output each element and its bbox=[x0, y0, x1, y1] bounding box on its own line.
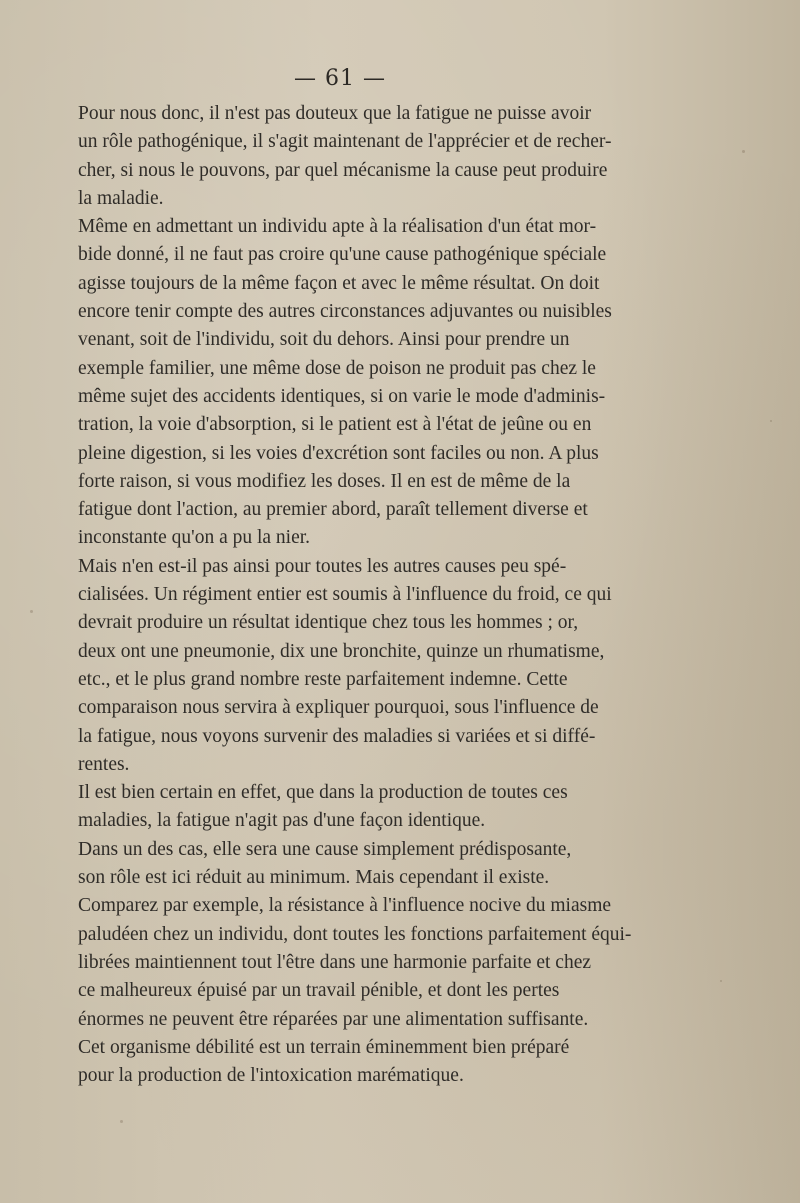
text-line: la maladie. bbox=[78, 187, 164, 209]
text-line: la fatigue, nous voyons survenir des maladies si variées et si diffé- bbox=[78, 725, 596, 747]
text-line: maladies, la fatigue n'agit pas d'une façon identique. bbox=[78, 810, 486, 832]
text-line: deux ont une pneumonie, dix une bronchite, quinze un rhumatisme, bbox=[78, 640, 605, 662]
text-line: Pour nous donc, il n'est pas douteux que la fatigue ne puisse avoir bbox=[78, 103, 592, 124]
text-line: encore tenir compte des autres circonstances adjuvantes ou nuisibles bbox=[78, 301, 612, 323]
text-line: pleine digestion, si les voies d'excrétion sont faciles ou non. A plus bbox=[78, 442, 599, 464]
paper-speck bbox=[30, 610, 33, 613]
paragraph bbox=[54, 779, 614, 836]
text-line: Dans un des cas, elle sera une cause simplement prédisposante, bbox=[78, 838, 572, 860]
text-line: ce malheureux épuisé par un travail pénible, et dont les pertes bbox=[78, 980, 560, 1002]
paper-speck bbox=[720, 980, 722, 982]
text-line: inconstante qu'on a pu la nier. bbox=[78, 527, 311, 549]
text-line: Même en admettant un individu apte à la réalisation d'un état mor- bbox=[78, 216, 597, 238]
text-line: Il est bien certain en effet, que dans la production de toutes ces bbox=[78, 782, 568, 804]
paragraph bbox=[54, 836, 632, 1091]
text-line: venant, soit de l'individu, soit du dehors. Ainsi pour prendre un bbox=[78, 329, 570, 351]
text-line: rentes. bbox=[78, 753, 130, 775]
text-line: cialisées. Un régiment entier est soumis à l'influence du froid, ce qui bbox=[78, 584, 612, 606]
text-line: son rôle est ici réduit au minimum. Mais cependant il existe. bbox=[78, 867, 550, 889]
text-line: forte raison, si vous modifiez les doses. Il en est de même de la bbox=[78, 470, 571, 492]
text-line: Comparez par exemple, la résistance à l'influence nocive du miasme bbox=[78, 895, 612, 917]
page-number: — 61 — bbox=[294, 66, 386, 91]
text-line: Cet organisme débilité est un terrain éminemment bien préparé bbox=[78, 1036, 570, 1058]
text-line: paludéen chez un individu, dont toutes les fonctions parfaitement équi- bbox=[78, 923, 632, 945]
text-line: devrait produire un résultat identique chez tous les hommes ; or, bbox=[78, 612, 579, 634]
text-line: fatigue dont l'action, au premier abord, paraît tellement diverse et bbox=[78, 499, 588, 521]
paragraph bbox=[54, 213, 614, 553]
text-line: exemple familier, une même dose de poison ne produit pas chez le bbox=[78, 357, 596, 379]
paragraph bbox=[54, 553, 614, 779]
text-line: pour la production de l'intoxication marématique. bbox=[78, 1065, 464, 1087]
text-line: même sujet des accidents identiques, si on varie le mode d'adminis- bbox=[78, 385, 606, 407]
text-line: un rôle pathogénique, il s'agit maintenant de l'apprécier et de recher- bbox=[78, 131, 612, 153]
paper-speck bbox=[742, 150, 745, 153]
text-line: comparaison nous servira à expliquer pourquoi, sous l'influence de bbox=[78, 697, 599, 719]
text-line: agisse toujours de la même façon et avec le même résultat. On doit bbox=[78, 272, 600, 294]
body-text bbox=[54, 100, 632, 1090]
paper-speck bbox=[770, 420, 772, 422]
text-line: librées maintiennent tout l'être dans une harmonie parfaite et chez bbox=[78, 951, 592, 973]
text-line: tration, la voie d'absorption, si le patient est à l'état de jeûne ou en bbox=[78, 414, 592, 436]
text-line: etc., et le plus grand nombre reste parfaitement indemne. Cette bbox=[78, 668, 568, 690]
text-line: bide donné, il ne faut pas croire qu'une cause pathogénique spéciale bbox=[78, 244, 607, 266]
text-line: cher, si nous le pouvons, par quel mécanisme la cause peut produire bbox=[78, 159, 608, 181]
text-line: Mais n'en est-il pas ainsi pour toutes les autres causes peu spé- bbox=[78, 555, 567, 577]
paragraph bbox=[54, 100, 614, 213]
text-line: énormes ne peuvent être réparées par une alimentation suffisante. bbox=[78, 1008, 589, 1030]
paper-speck bbox=[120, 1120, 123, 1123]
